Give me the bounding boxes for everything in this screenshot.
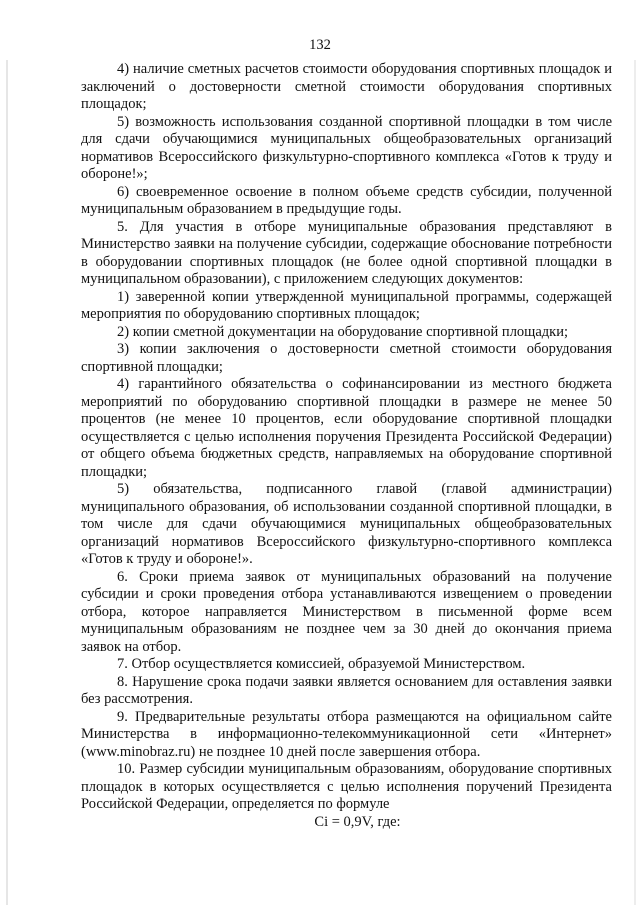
paragraph: 1) заверенной копии утвержденной муниципальной программы, содержащей мероприятия по оборудованию спортивных площадок; (81, 288, 612, 322)
paragraph: 4) гарантийного обязательства о софинансировании из местного бюджета мероприятий по оборудованию спортивной площадки в размере не менее 50 процентов (не менее 10 процентов, если оборудование спортивной площадки осуществляется с целью исполнения поручения Президента Российской Федерации) от общего объема бюджетных средств, направляемых на оборудование спортивной площадки; (81, 376, 612, 480)
scan-edge-left (6, 60, 8, 905)
paragraph: 6) своевременное освоение в полном объеме средств субсидии, полученной муниципальным образованием в предыдущие годы. (81, 183, 612, 217)
scan-edge-right (634, 60, 636, 905)
paragraph: 5) обязательства, подписанного главой (главой администрации) муниципального образования, об использовании созданной спортивной площадки, в том числе для сдачи обучающимися муниципальных общеобразовательных организаций нормативов Всероссийского физкультурно-спортивного комплекса «Готов к труду и обороне!». (81, 481, 612, 567)
paragraph: 5. Для участия в отборе муниципальные образования представляют в Министерство заявки на получение субсидии, содержащие обоснование потребности в оборудовании спортивных площадок (не более одной спортивной площадки в муниципальном образовании), с приложением следующих документов: (81, 218, 612, 287)
paragraph: 6. Сроки приема заявок от муниципальных образований на получение субсидии и сроки проведения отбора устанавливаются извещением о проведении отбора, которое направляется Министерством в письменной форме всем муниципальным образованиям не позднее чем за 30 дней до окончания приема заявок на отбор. (81, 568, 612, 655)
paragraph: 7. Отбор осуществляется комиссией, образуемой Министерством. (117, 656, 526, 672)
paragraph: 5) возможность использования созданной спортивной площадки в том числе для сдачи обучающимися муниципальных общеобразовательных организаций нормативов Всероссийского физкультурно-спортивного комплекса «Готов к труду и обороне!»; (81, 113, 612, 182)
paragraph: 2) копии сметной документации на оборудование спортивной площадки; (117, 323, 568, 340)
formula: Ci = 0,9V, где: (314, 813, 401, 830)
paragraph: 10. Размер субсидии муниципальным образованиям, оборудование спортивных площадок в которых осуществляется с целью исполнения поручений Президента Российской Федерации, определяется по формуле (81, 761, 612, 812)
paragraph: 8. Нарушение срока подачи заявки является основанием для оставления заявки без рассмотрения. (81, 673, 612, 707)
document-body (81, 61, 612, 831)
paragraph: 9. Предварительные результаты отбора размещаются на официальном сайте Министерства в информационно-телекоммуникационной сети «Интернет» (www.minobraz.ru) не позднее 10 дней после завершения отбора. (81, 708, 612, 760)
paragraph: 3) копии заключения о достоверности сметной стоимости оборудования спортивной площадки; (81, 341, 612, 375)
page-number: 132 (309, 37, 331, 53)
paragraph: 4) наличие сметных расчетов стоимости оборудования спортивных площадок и заключений о достоверности сметной стоимости оборудования спортивных площадок; (81, 61, 612, 112)
